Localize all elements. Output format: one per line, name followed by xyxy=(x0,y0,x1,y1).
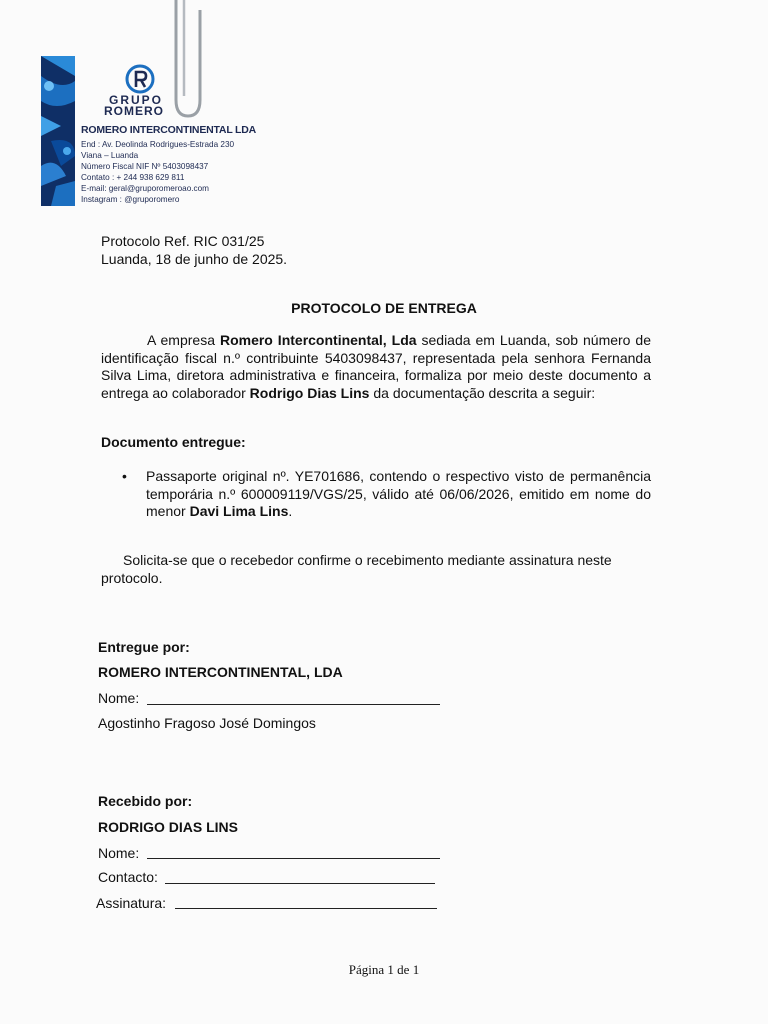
document-title: PROTOCOLO DE ENTREGA xyxy=(291,300,477,316)
received-name-line xyxy=(147,858,440,859)
employee-name-bold: Rodrigo Dias Lins xyxy=(249,384,370,401)
delivered-by-heading: Entregue por: xyxy=(98,639,190,655)
request-paragraph: Solicita-se que o recebedor confirme o recebimento mediante assinatura neste protocolo. xyxy=(101,552,612,586)
intro-paragraph: A empresa Romero Intercontinental, Lda sediada em Luanda, sob número de identificação fiscal n.º contribuinte 5403098437, representada pela senhora Fernanda Silva Lima, diretora administrativa e financeira, formaliza por meio deste documento a entrega ao colaborador Rodrigo Dias Lins da documentação descrita a seguir: xyxy=(101,332,651,401)
received-by-name: RODRIGO DIAS LINS xyxy=(98,819,239,835)
address-line-1: End : Av. Deolinda Rodrigues-Estrada 230 xyxy=(81,140,235,149)
protocol-reference: Protocolo Ref. RIC 031/25 xyxy=(101,233,265,249)
company-info xyxy=(81,139,234,206)
document-item: Passaporte original nº. YE701686, contendo o respectivo visto de permanência temporária n.º 600009119/VGS/25, válido até 06/06/2026, emitido em nome do menor Davi Lima Lins. xyxy=(146,468,651,519)
received-contact-label: Contacto: xyxy=(98,869,158,885)
delivered-name-line xyxy=(147,704,440,705)
minor-name-bold: Davi Lima Lins xyxy=(189,503,289,519)
delivered-name-label: Nome: xyxy=(98,690,140,706)
tax-number: Número Fiscal NIF Nº 5403098437 xyxy=(81,162,209,172)
company-name-bold: Romero Intercontinental, Lda xyxy=(219,332,417,348)
contact-phone: Contato : + 244 938 629 811 xyxy=(81,173,185,183)
reference-block xyxy=(101,232,287,268)
page-number: Página 1 de 1 xyxy=(348,962,420,977)
received-name-label: Nome: xyxy=(98,845,140,861)
place-date: Luanda, 18 de junho de 2025. xyxy=(101,251,288,267)
contact-email: E-mail: geral@gruporomeroao.com xyxy=(81,184,209,194)
logo-text-grupo: GRUPO xyxy=(109,93,164,107)
company-name: ROMERO INTERCONTINENTAL LDA xyxy=(81,124,257,136)
delivered-by-company: ROMERO INTERCONTINENTAL, LDA xyxy=(98,664,343,680)
address-line-2: Viana – Luanda xyxy=(81,151,139,161)
logo-r-icon xyxy=(124,63,156,95)
decorative-banner xyxy=(41,56,75,206)
delivered-name-value: Agostinho Fragoso José Domingos xyxy=(98,715,316,731)
received-signature-label: Assinatura: xyxy=(96,895,167,911)
received-contact-line xyxy=(165,883,435,884)
received-by-heading: Recebido por: xyxy=(98,793,193,809)
received-signature-line xyxy=(175,908,437,909)
bullet-icon: • xyxy=(122,468,127,484)
paperclip-icon xyxy=(170,0,210,118)
document-heading: Documento entregue: xyxy=(101,434,246,450)
contact-instagram: Instagram : @gruporomero xyxy=(81,195,180,205)
logo-text-romero: ROMERO xyxy=(104,104,164,118)
